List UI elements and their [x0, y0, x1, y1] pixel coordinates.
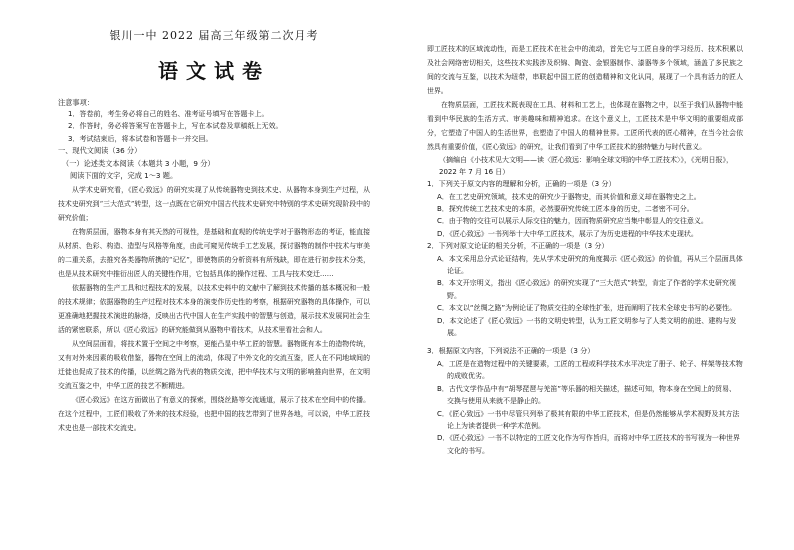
answer-option: D．《匠心致远》一书不以特定的工匠文化作为写作旨归，而将对中华工匠技术的书写视为一种世界文化的书写。 — [437, 434, 740, 455]
note-item: 3．考试结束后，将本试卷和答题卡一并交回。 — [68, 134, 213, 143]
answer-option: D．本文论述了《匠心致远》一书的文明史转型，认为工匠文明参与了人类文明的前进、建构与发展。 — [437, 316, 737, 338]
answer-option: C．由于物的交往可以展示人际交往的魅力，因而物质研究应当集中彰显人的交往意义。 — [437, 217, 708, 226]
passage-paragraph: 从学术史研究看，《匠心致远》的研究实现了从传统器物史到技术史、从器物本身到生产过程，从技术史研究到“三大范式”转型，这一点既在它研究中国古代技术史研究中特别的学术史研究现阶段中的研究价值； — [58, 185, 370, 222]
answer-option: D．《匠心致远》一书列举十大中华工匠技术，展示了为历史进程的中华技术史现状。 — [437, 229, 698, 238]
passage-paragraph: 依据器物的生产工具和过程技术的发展，以技术史料中的文献中了解到技术传播的基本概况和一般的技术规律；依据器物的生产过程对技术本身的演变作历史性的考察，根据研究器物的具体操作，可以更准确地把握技术演进的脉络，反映出古代中国人在生产实践中的智慧与创造，展示技术发展同社会生活的紧密联系，所以《匠心致远》的研究能做到从器物中看技术，从技术里看社会和人。 — [58, 283, 370, 334]
left-column — [58, 0, 370, 550]
paper-title: 语文试卷 — [158, 59, 270, 83]
answer-option: C．本文以“丝绸之路”为例论证了物质交往的全球性扩张，进而阐明了技术全球史书写的必要性。 — [437, 304, 737, 313]
answer-option: B．古代文学作品中有“胡琴琵琶与羌笛”等乐器的相关描述，描述可知，物本身在空间上的贸易、交换与使用从来就不是静止的。 — [437, 384, 737, 406]
answer-option: A．在工艺史研究领域，技术史的研究少于器物史，而其价值和意义却在器物史之上。 — [437, 192, 701, 201]
passage-source: （摘编自《小技术见大文明——读〈匠心致远：影响全球文明的中华工匠技术〉》，《光明日报》，2022 年 7 月 16 日） — [439, 156, 733, 176]
answer-option: A．工匠是在造物过程中的关键要素，工匠的工程或科学技术水平决定了册子、轮子、样架等技术物的成败优劣。 — [437, 359, 743, 381]
section-heading: 一、现代文阅读（36 分） — [58, 146, 142, 156]
passage-paragraph: 从空间层面看，将技术置于空间之中考察，更能凸显中华工匠的智慧。器物既有本土的造物传统，又有对外来因素的吸收借鉴，器物在空间上的流动，体现了中外文化的交流互鉴，匠人在不同地域间的迁徙也促成了技术的传播，以丝绸之路为代表的物质交流，把中华技术与文明的影响推向世界，在文明交流互鉴之中，中华工匠的技艺不断精进。 — [58, 339, 370, 390]
answer-option: B．探究传统工艺技术史的本质，必然要研究传统工匠本身的历史，二者密不可分。 — [437, 204, 694, 213]
reading-instruction: 阅读下面的文字，完成 1～3 题。 — [70, 171, 178, 181]
passage-paragraph: 在物质层面，器物本身有其天然的可视性，是基础和直观的传统史学对于器物形态的考证，能直接从材质、色彩、构造、造型与风格等角度，由此可窥见传统手工艺发展，探讨器物的制作中技术与审美的二重关系，去推究各类器物所携的“记忆”，即使物质的分析资料有所残缺，即在进行初步技术分类，也是从技术研究中推衍出匠人的关键性作用，它包括具体的操作过程、工具与技术变迁…… — [58, 227, 370, 278]
question-stem: 3．根据原文内容，下列说法不正确的一项是（3 分） — [427, 346, 595, 356]
note-item: 1．答卷前，考生务必将自己的姓名、准考证号填写在答题卡上。 — [68, 110, 269, 118]
question-stem: 2．下列对原文论证的相关分析，不正确的一项是（3 分） — [427, 241, 609, 251]
passage-paragraph: 即工匠技术的区域流动性，而是工匠技术在社会中的流动，首先它与工匠自身的学习经历、技术积累以及社会网络密切相关，这些技术实践涉及织锦、陶瓷、金银器制作、漆器等多个领域，涵盖了多民族之间的交流与互鉴，以技术为纽带，串联起中国工匠的创造精神和文化认同，展现了一个具有活力的匠人世界。 — [427, 45, 743, 95]
answer-option: A．本文采用总分式论证结构，先从学术史研究的角度揭示《匠心致远》的价值，再从三个层面具体论证。 — [437, 254, 743, 276]
question-stem: 1．下列关于原文内容的理解和分析，正确的一项是（3 分） — [427, 179, 616, 188]
notes-heading: 注意事项： — [58, 98, 94, 107]
subsection-heading: （一）论述类文本阅读（本题共 3 小题，9 分） — [62, 158, 215, 168]
answer-option: C．《匠心致远》一书中尽管只列举了极其有限的中华工匠技术，但是仍然能够从学术视野及其方法论上为读者提供一种学术范例。 — [437, 409, 740, 430]
right-column — [427, 0, 743, 550]
school-title: 银川一中 2022 届高三年级第二次月考 — [109, 29, 319, 42]
answer-option: B．本文开宗明义，指出《匠心致远》的研究实现了“三大范式”转型，肯定了作者的学术史研究视野。 — [437, 279, 737, 300]
note-item: 2．作答时，务必将答案写在答题卡上，写在本试卷及草稿纸上无效。 — [68, 122, 283, 131]
passage-paragraph: 《匠心致远》在这方面做出了有意义的探索，围绕丝路等交流通道，展示了技术在空间中的传播。在这个过程中，工匠们吸收了外来的技术经验，也把中国的技艺带到了世界各地，可以说，中华工匠技术史也是一部技术交流史。 — [58, 395, 370, 432]
passage-paragraph: 在物质层面，工匠技术既表现在工具、材料和工艺上，也体现在器物之中，以至于我们从器物中能看到中华民族的生活方式、审美趣味和精神追求。在这个意义上，工匠技术是中华文明的重要组成部分，它塑造了中国人的生活世界，也塑造了中国人的精神世界。工匠所代表的匠心精神，在当今社会依然具有重要价值，《匠心致远》的研究，让我们看到了中华工匠技术的独特魅力与时代意义。 — [427, 101, 743, 151]
